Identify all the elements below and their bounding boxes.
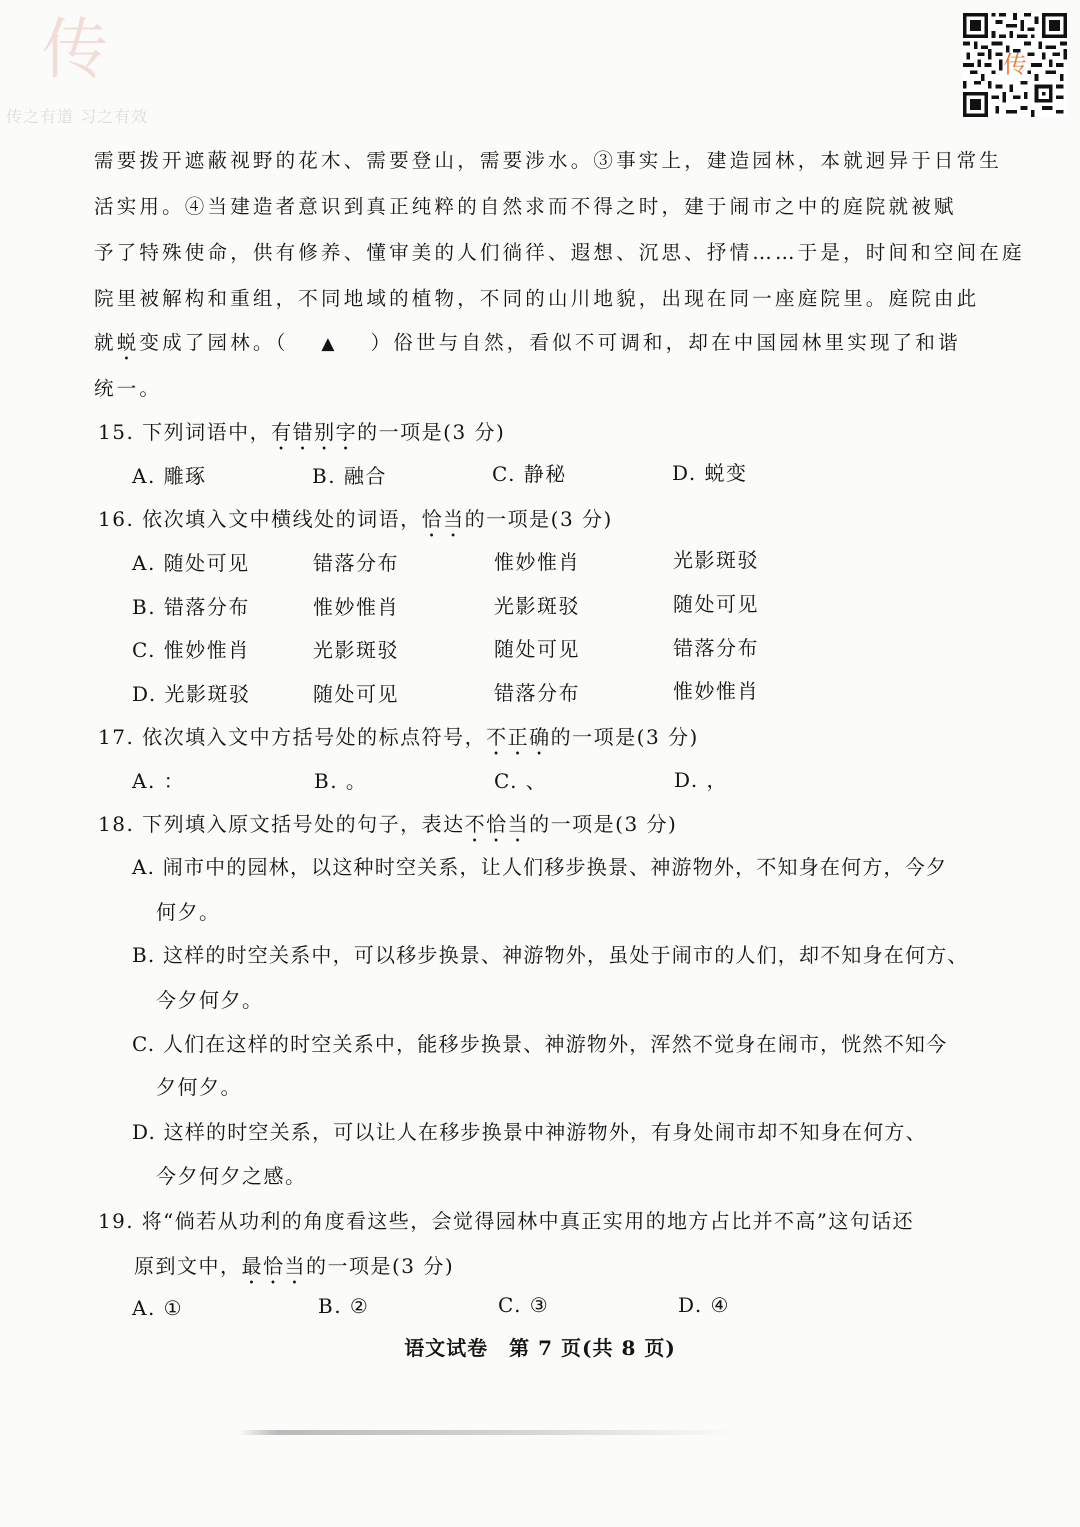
stem-text: 17. 依次填入文中方括号处的标点符号， [98, 725, 487, 749]
option-b[interactable]: B. 错落分布 [132, 595, 250, 619]
blank-triangle-mark: ▲ [321, 334, 338, 354]
stem-text: 的一项是(3 分) [357, 420, 506, 444]
option-c[interactable]: C. 惟妙惟肖 [132, 638, 250, 662]
question-stem [98, 416, 505, 455]
option-a[interactable]: A. 雕琢 [132, 464, 207, 488]
option-d[interactable]: D. 这样的时空关系，可以让人在移步换景中神游物外，有身处闹市却不知身在何方、 [132, 1120, 927, 1144]
stem-text: 18. 下列填入原文括号处的句子，表达 [98, 812, 465, 836]
option-b-word-2: 惟妙惟肖 [313, 595, 399, 619]
passage-line: 院里被解构和重组，不同地域的植物，不同的山川地貌，出现在同一座庭院里。庭院由此 [94, 287, 980, 310]
passage-line: 需要拨开遮蔽视野的花木、需要登山，需要涉水。③事实上，建造园林，本就迥异于日常生 [94, 149, 1003, 172]
passage-text: ）俗世与自然，看似不可调和，却在中国园林里实现了和谐 [370, 331, 961, 354]
option-c[interactable]: C. 静秘 [492, 462, 567, 486]
option-a-word-2: 错落分布 [313, 551, 399, 575]
emphasized-text: 最恰当 [241, 1254, 306, 1278]
option-d-word-4: 惟妙惟肖 [673, 679, 759, 703]
passage-text: 变成了园林。（ [139, 331, 289, 354]
passage-line: 活实用。④当建造者意识到真正纯粹的自然求而不得之时，建于闹市之中的庭院就被赋 [94, 195, 957, 218]
option-a-word-3: 惟妙惟肖 [494, 550, 580, 574]
option-d-word-2: 随处可见 [313, 682, 399, 706]
question-stem-continued [134, 1250, 454, 1289]
option-a[interactable]: A. 闹市中的园林，以这种时空关系，让人们移步换景、神游物外，不知身在何方，今夕 [132, 855, 948, 879]
stem-text: 15. 下列词语中， [98, 420, 272, 444]
option-b[interactable]: B. ② [318, 1294, 370, 1318]
passage-text: 就 [94, 331, 117, 354]
page-footer: 语文试卷 第 7 页(共 8 页) [404, 1336, 676, 1360]
option-d[interactable]: D. ， [674, 768, 729, 792]
option-b-continued: 今夕何夕。 [156, 988, 264, 1012]
option-b[interactable]: B. 。 [314, 769, 368, 793]
passage-line [94, 327, 961, 365]
option-a[interactable]: A. 随处可见 [132, 551, 250, 575]
option-a-continued: 何夕。 [156, 900, 221, 924]
option-b[interactable]: B. 这样的时空关系中，可以移步换景、神游物外，虽处于闹市的人们，却不知身在何方、 [132, 943, 969, 967]
question-stem [98, 503, 613, 542]
option-d-word-3: 错落分布 [494, 681, 580, 705]
stem-text: 原到文中， [134, 1254, 242, 1278]
emphasized-text: 恰当 [421, 507, 465, 531]
stem-text: 16. 依次填入文中横线处的词语， [98, 507, 422, 531]
option-c[interactable]: C. ③ [498, 1293, 550, 1317]
option-c-word-4: 错落分布 [673, 636, 759, 660]
passage-line: 统一。 [94, 377, 163, 400]
logo-slogan: 传之有道 习之有效 [6, 107, 149, 126]
stem-text: 的一项是(3 分) [529, 812, 678, 836]
option-c[interactable]: C. 人们在这样的时空关系中，能移步换景、神游物外，浑然不觉身在闹市，恍然不知今 [132, 1032, 948, 1056]
logo-glyph: 传 [42, 11, 108, 88]
option-d[interactable]: D. ④ [678, 1293, 730, 1317]
option-a[interactable]: A. ： [132, 769, 186, 793]
question-stem: 19. 将“倘若从功利的角度看这些，会觉得园林中真正实用的地方占比并不高”这句话还 [98, 1209, 915, 1233]
option-b-word-4: 随处可见 [673, 592, 759, 616]
option-c-continued: 夕何夕。 [156, 1075, 242, 1099]
stem-text: 的一项是(3 分) [464, 507, 613, 531]
qr-code-graphic [963, 13, 1067, 117]
option-c-word-2: 光影斑驳 [313, 638, 399, 662]
option-a-word-4: 光影斑驳 [673, 548, 759, 572]
option-d[interactable]: D. 蜕变 [672, 461, 748, 485]
passage-line: 予了特殊使命，供有修养、懂审美的人们徜徉、遐想、沉思、抒情……于是，时间和空间在庭 [94, 241, 1025, 264]
option-c-word-3: 随处可见 [494, 637, 580, 661]
emphasized-text: 有错别字 [271, 420, 358, 444]
emphasized-char: 蜕 [116, 331, 140, 354]
option-b-word-3: 光影斑驳 [494, 594, 580, 618]
scan-smudge [238, 1430, 733, 1435]
qr-center-logo: 传 [1003, 51, 1027, 79]
option-c[interactable]: C. 、 [494, 769, 548, 793]
emphasized-text: 不恰当 [464, 812, 530, 836]
stem-text: 的一项是(3 分) [550, 725, 699, 749]
emphasized-text: 不正确 [486, 725, 551, 749]
watermark-logo [6, 8, 171, 126]
qr-code[interactable] [963, 13, 1067, 117]
option-d-continued: 今夕何夕之感。 [156, 1164, 307, 1188]
option-d[interactable]: D. 光影斑驳 [132, 682, 251, 706]
stem-text: 的一项是(3 分) [306, 1254, 455, 1278]
question-stem [98, 721, 699, 760]
question-stem [98, 808, 677, 847]
option-a[interactable]: A. ① [132, 1296, 184, 1320]
option-b[interactable]: B. 融合 [312, 464, 387, 488]
